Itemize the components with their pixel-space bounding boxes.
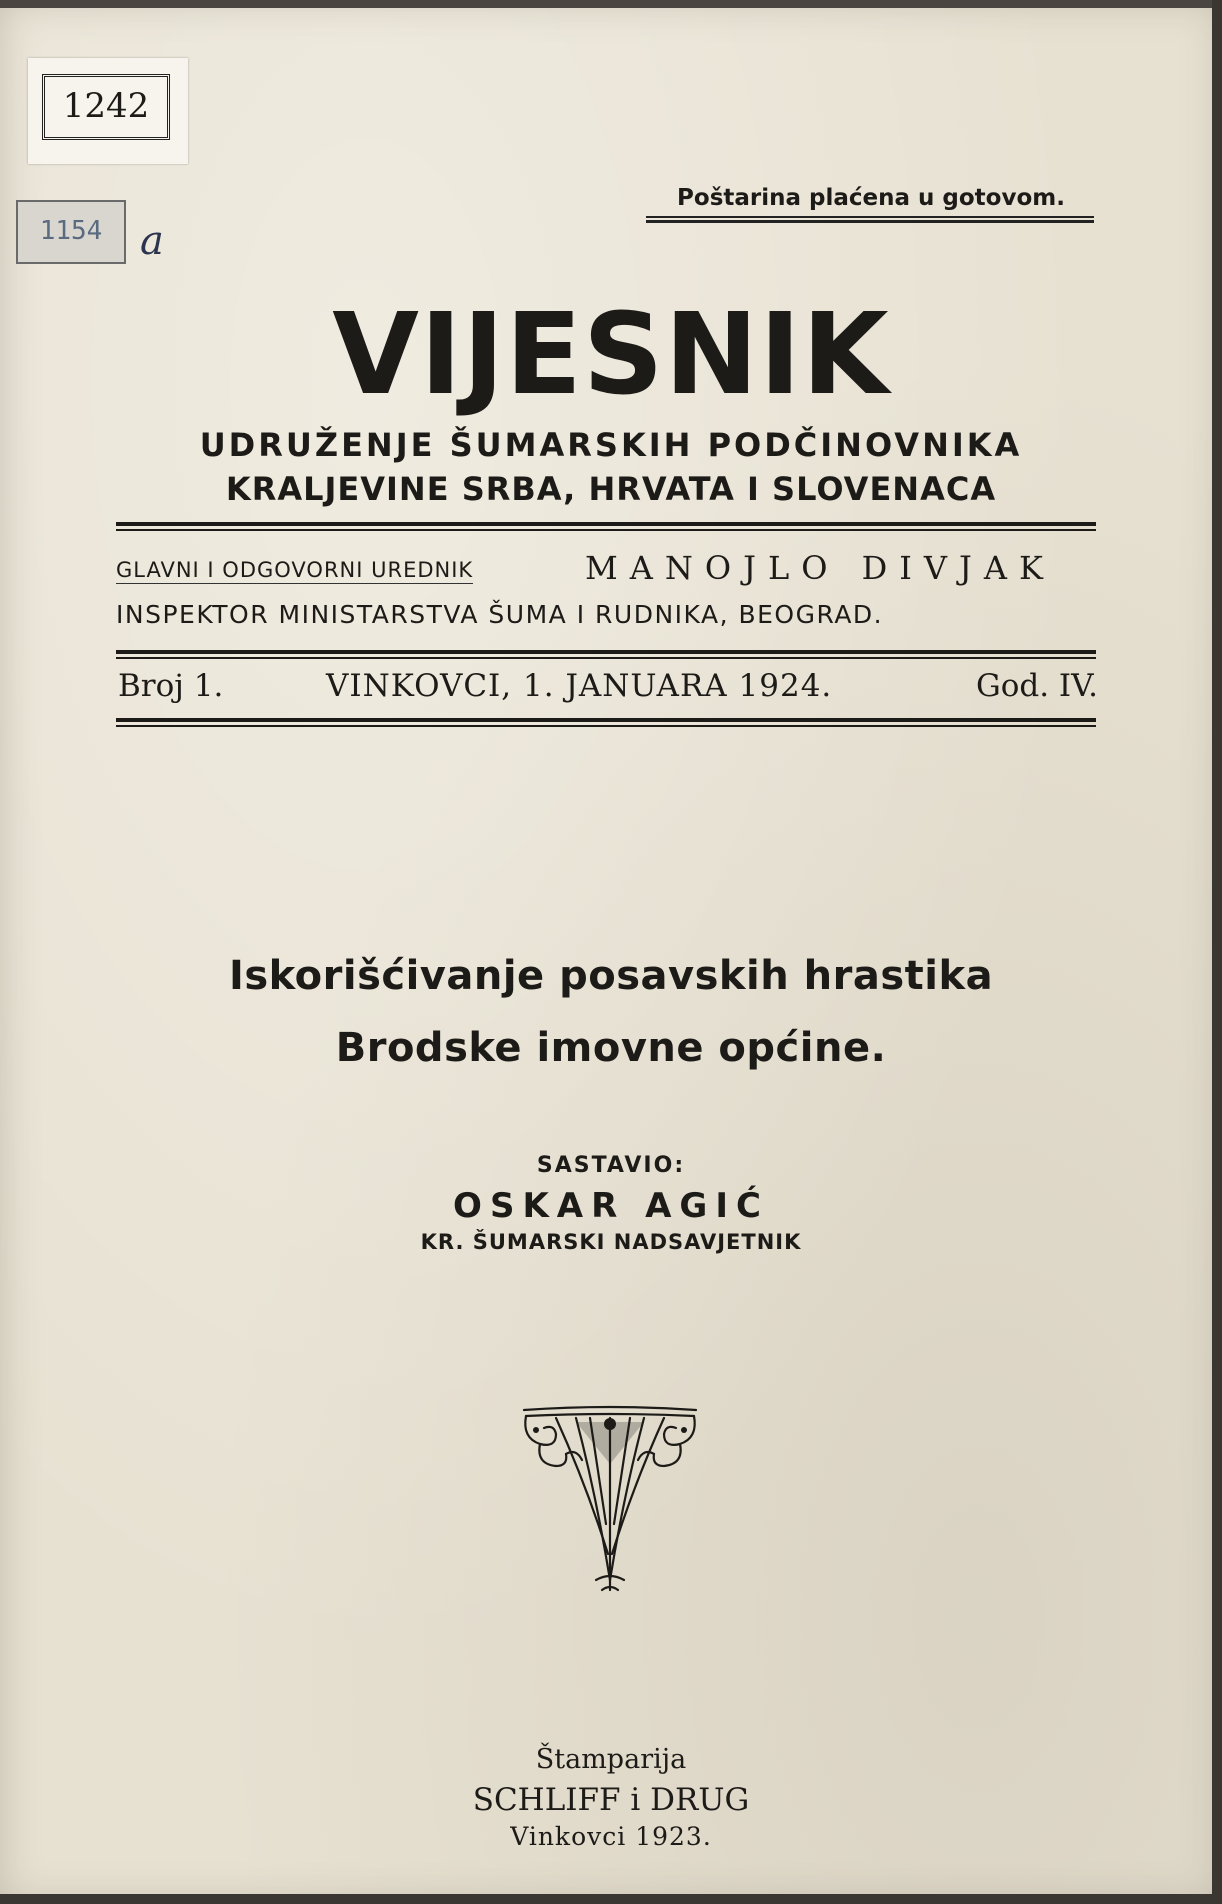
- article-title-line-1: Iskorišćivanje posavskih hrastika: [228, 953, 994, 999]
- page-top-edge: [0, 0, 1222, 8]
- journal-title: VIJESNIK: [332, 290, 890, 420]
- divider-rule: [116, 522, 1096, 531]
- page-bottom-edge: [0, 1894, 1222, 1904]
- article-title-line-2: Brodske imovne općine.: [335, 1025, 887, 1071]
- postage-note: Poštarina plaćena u gotovom.: [677, 185, 1065, 211]
- catalog-label: [28, 58, 188, 164]
- editor-role: GLAVNI I ODGOVORNI UREDNIK: [116, 558, 474, 582]
- divider-rule: [116, 718, 1096, 727]
- printer-place-year: Vinkovci 1923.: [510, 1822, 712, 1851]
- handwritten-mark: a: [140, 218, 164, 264]
- editor-name: MANOJLO DIVJAK: [585, 549, 1055, 587]
- issue-year: God. IV.: [975, 668, 1098, 704]
- editor-position: INSPEKTOR MINISTARSTVA ŠUMA I RUDNIKA, BEOGRAD.: [116, 600, 884, 629]
- divider-rule: [116, 650, 1096, 659]
- association-line-1: UDRUŽENJE ŠUMARSKIH PODČINOVNIKA: [199, 426, 1023, 464]
- printer-label: Štamparija: [535, 1744, 687, 1775]
- author-label: SASTAVIO:: [536, 1153, 686, 1178]
- floral-vignette-icon: [516, 1404, 704, 1594]
- author-name: OSKAR AGIĆ: [453, 1186, 769, 1226]
- issue-place-date: VINKOVCI, 1. JANUARA 1924.: [326, 668, 833, 704]
- association-line-2: KRALJEVINE SRBA, HRVATA I SLOVENACA: [225, 470, 997, 508]
- page-right-edge: [1212, 0, 1222, 1904]
- author-title: KR. ŠUMARSKI NADSAVJETNIK: [420, 1230, 802, 1254]
- printer-name: SCHLIFF i DRUG: [472, 1782, 750, 1818]
- postage-rule: [646, 216, 1094, 223]
- library-stamp: 1154: [16, 200, 126, 264]
- issue-number: Broj 1.: [118, 668, 224, 704]
- catalog-number: 1242: [42, 74, 170, 140]
